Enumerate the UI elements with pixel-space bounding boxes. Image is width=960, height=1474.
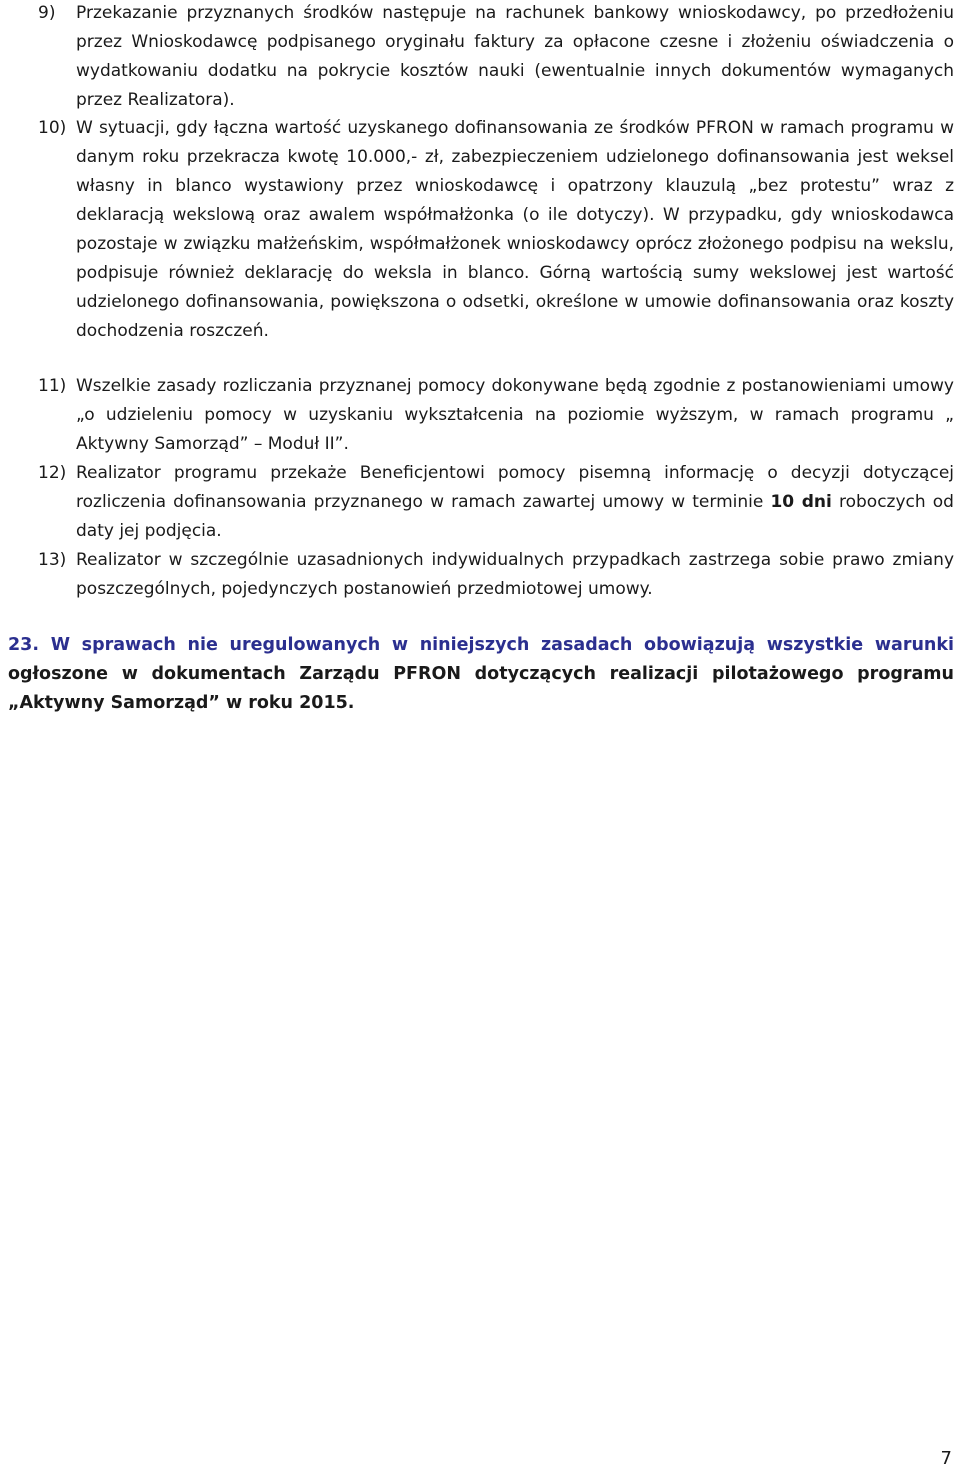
list-item-10 <box>38 114 954 346</box>
list-item-9 <box>38 0 954 115</box>
section-rest-text: ogłoszone w dokumentach Zarządu PFRON dotyczących realizacji pilotażowego programu „Aktywny Samorząd” w roku 2015. <box>8 664 954 713</box>
item-text <box>76 459 954 546</box>
list-item-13 <box>38 546 954 604</box>
list-item-11 <box>38 372 954 459</box>
item-number: 10) <box>38 118 67 138</box>
item-number: 9) <box>38 3 56 23</box>
item-number: 11) <box>38 376 67 396</box>
item-number: 13) <box>38 550 67 570</box>
item-text-before: Realizator programu przekaże Beneficjentowi pomocy pisemną informację o decyzji dotyczącej rozliczenia dofinansowania przyznanego w ramach zawartej umowy w terminie <box>76 463 954 512</box>
item-text-after: roboczych od daty jej podjęcia. <box>76 492 954 541</box>
item-text-bold: 10 dni <box>770 492 832 512</box>
page-number: 7 <box>940 1448 952 1469</box>
final-section <box>8 631 954 718</box>
item-text: Realizator w szczególnie uzasadnionych indywidualnych przypadkach zastrzega sobie prawo zmiany poszczególnych, pojedynczych postanowień przedmiotowej umowy. <box>76 550 954 599</box>
item-text: Przekazanie przyznanych środków następuje na rachunek bankowy wnioskodawcy, po przedłożeniu przez Wnioskodawcę podpisanego oryginału faktury za opłacone czesne i złożeniu oświadczenia o wydatkowaniu dodatku na pokrycie kosztów nauki (ewentualnie innych dokumentów wymaganych przez Realizatora). <box>76 3 954 110</box>
item-text: Wszelkie zasady rozliczania przyznanej pomocy dokonywane będą zgodnie z postanowieniami umowy „o udzieleniu pomocy w uzyskaniu wykształcenia na poziomie wyższym, w ramach programu „ Aktywny Samorząd” – Moduł II”. <box>76 376 954 454</box>
list-item-12 <box>38 459 954 546</box>
section-lead-text: W sprawach nie uregulowanych w niniejszych zasadach obowiązują wszystkie warunki <box>50 635 955 655</box>
item-number: 12) <box>38 463 67 483</box>
section-number: 23. <box>8 635 40 655</box>
item-text: W sytuacji, gdy łączna wartość uzyskanego dofinansowania ze środków PFRON w ramach programu w danym roku przekracza kwotę 10.000,- zł, zabezpieczeniem udzielonego dofinansowania jest weksel własny in blanco wystawiony przez wnioskodawcę i opatrzony klauzulą „bez protestu” wraz z deklaracją wekslową oraz awalem współmałżonka (o ile dotyczy). W przypadku, gdy wnioskodawca pozostaje w związku małżeńskim, współmałżonek wnioskodawcy oprócz złożonego podpisu na wekslu, podpisuje również deklarację do weksla in blanco. Górną wartością sumy wekslowej jest wartość udzielonego dofinansowania, powiększona o odsetki, określone w umowie dofinansowania oraz koszty dochodzenia roszczeń. <box>76 118 954 341</box>
